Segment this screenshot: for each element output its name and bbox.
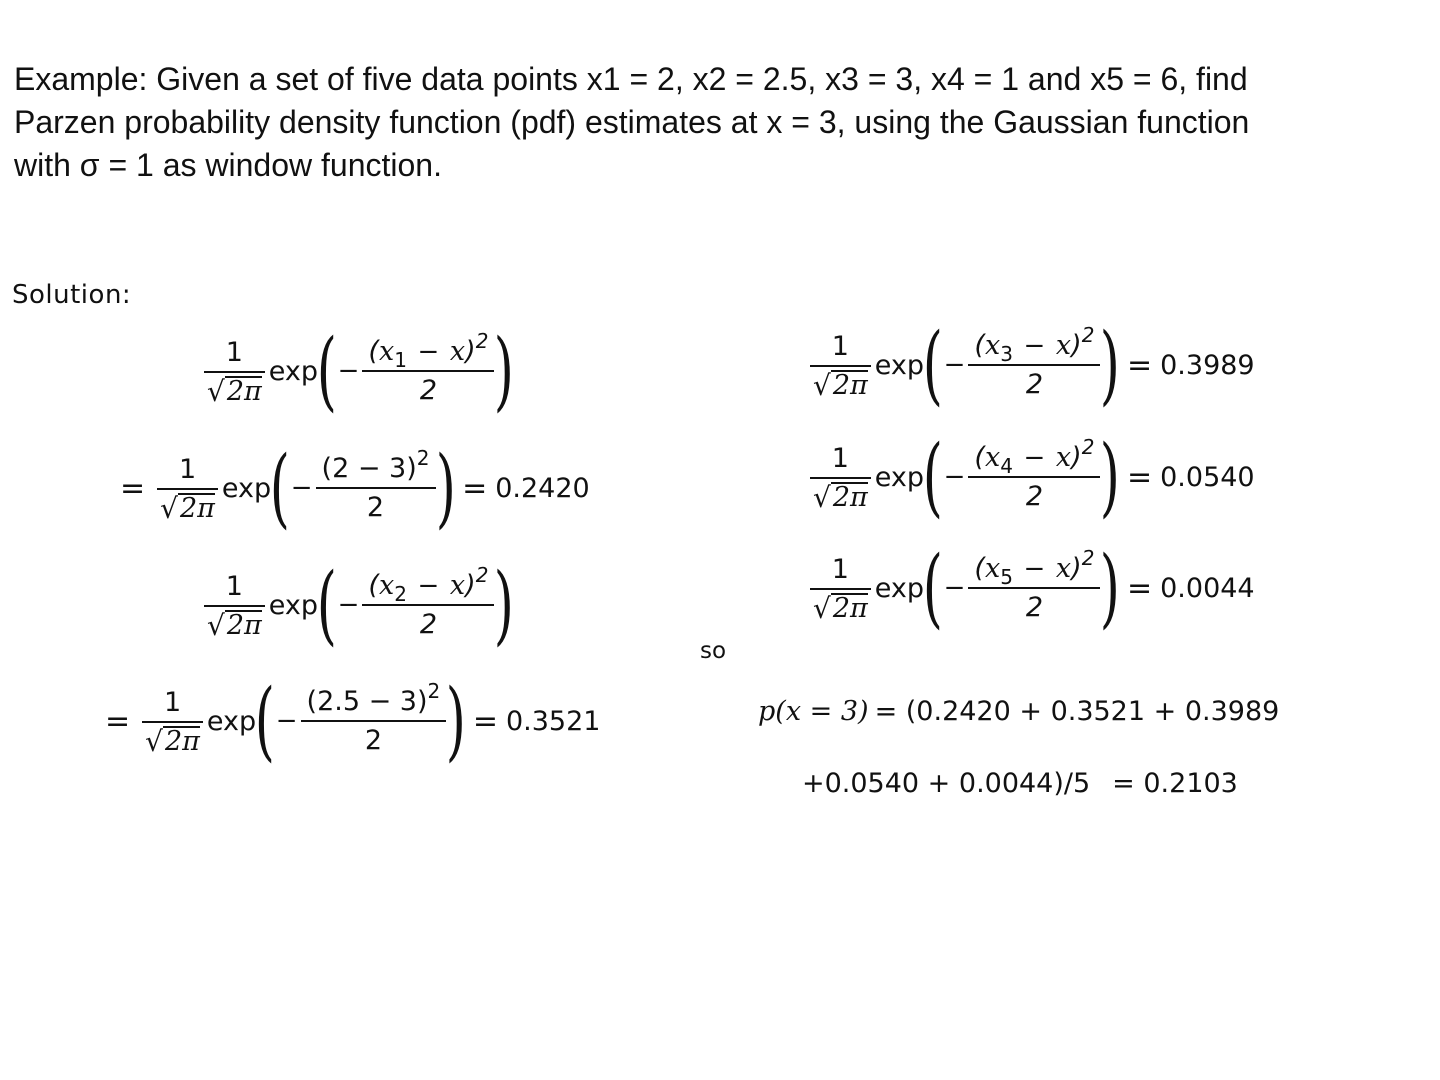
exponent-fraction: $\frac{(x_1 - x)^2}{2}$ <box>365 336 491 406</box>
result-x3: 0.3989 <box>1160 349 1255 381</box>
equation-x3: 1 √ 2π exp ( − $\frac{(x_3 - x)^2}{2}$ ) = 0.3989 <box>806 322 1255 408</box>
solution-label: Solution: <box>12 280 132 310</box>
problem-line-1: Example: Given a set of five data points x1 = 2, x2 = 2.5, x3 = 3, x4 = 1 and x5 = 6, find <box>14 61 1248 97</box>
result-x1: 0.2420 <box>495 472 590 504</box>
equation-x2-numeric: = 1 √ 2π exp ( − $\frac{(2.5 - 3)^2}{2}$ ) = 0.3521 <box>105 671 601 771</box>
equation-x1-numeric: = 1 √ 2π exp ( − $\frac{(2 - 3)^2}{2}$ ) = 0.2420 <box>120 438 590 538</box>
final-equation-line-1: p (x = 3) = (0.2420 + 0.3521 + 0.3989 <box>758 696 1280 727</box>
equation-x1-symbolic: 1 √ 2π exp ( − $\frac{(x_1 - x)^2}{2}$ ) <box>200 328 513 414</box>
problem-line-3: with σ = 1 as window function. <box>14 147 442 183</box>
final-equation-line-2: +0.0540 + 0.0044)/5 = 0.2103 <box>802 768 1238 799</box>
so-label: so <box>700 638 727 664</box>
result-x2: 0.3521 <box>505 705 601 737</box>
problem-statement <box>14 58 1424 187</box>
equation-x2-symbolic: 1 √ 2π exp ( − $\frac{(x_2 - x)^2}{2}$ ) <box>200 562 513 648</box>
result-x4: 0.0540 <box>1160 461 1255 493</box>
final-result: = 0.2103 <box>1112 768 1238 799</box>
result-x5: 0.0044 <box>1160 572 1255 604</box>
equation-x4: 1 √ 2π exp ( − $\frac{(x_4 - x)^2}{2}$ ) = 0.0540 <box>806 434 1255 520</box>
gaussian-normalizer: 1 √ 2π <box>204 337 265 406</box>
equation-x5: 1 √ 2π exp ( − $\frac{(x_5 - x)^2}{2}$ ) = 0.0044 <box>806 545 1255 631</box>
problem-line-2: Parzen probability density function (pdf) estimates at x = 3, using the Gaussian function <box>14 104 1250 140</box>
